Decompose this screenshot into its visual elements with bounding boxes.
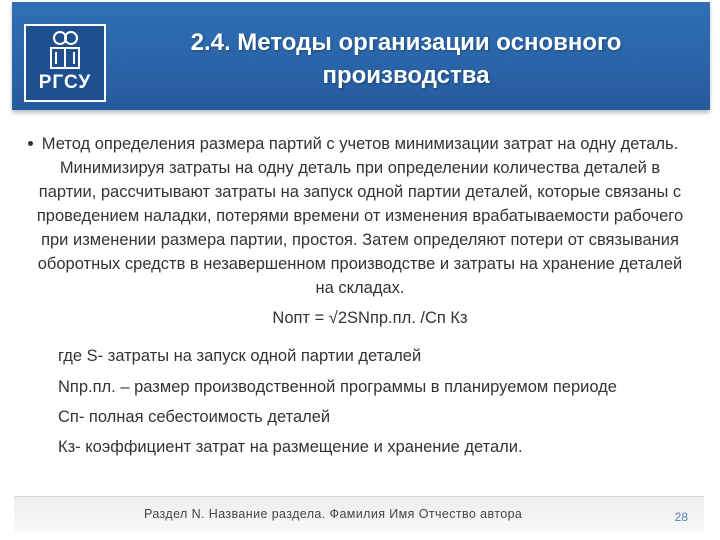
logo-background [26, 26, 104, 100]
paragraph-text: Метод определения размера партий с учетов минимизации затрат на одну деталь. Минимизируя затраты на одну деталь при определении количества деталей в партии, рассчитывают затраты на запуск одной партии деталей, которые связаны с проведением наладки, потерями времени от изменения врабатываемости рабочего при изменении размера партии, простоя. Затем определяют потери от связывания оборотных средств в незавершенном производстве и затраты на хранение деталей на складах. [36, 135, 684, 297]
header-band [12, 2, 710, 110]
footer-bar [14, 496, 704, 533]
title-line-1: 2.4. Методы организации основного [190, 29, 622, 56]
definition-line: Кз- коэффициент затрат на размещение и хранение детали. [58, 438, 523, 456]
logo-text: РГСУ [38, 72, 92, 93]
page-number: 28 [674, 510, 688, 524]
bullet-paragraph [30, 132, 690, 300]
title-line-2: производства [322, 62, 490, 89]
formula: Nопт = √2SNпр.пл. /Сп Кз [272, 309, 468, 327]
footer-text: Раздел N. Название раздела. Фамилия Имя Отчество автора [144, 507, 523, 521]
bullet-icon [28, 141, 33, 146]
slide-content [30, 132, 690, 459]
definition-line: Сп- полная себестоимость деталей [58, 408, 331, 426]
definition-line: где S- затраты на запуск одной партии деталей [58, 347, 422, 365]
slide-title [122, 26, 690, 92]
definition-line: Nпр.пл. – размер производственной программы в планируемом периоде [58, 378, 617, 396]
university-logo [24, 24, 106, 102]
